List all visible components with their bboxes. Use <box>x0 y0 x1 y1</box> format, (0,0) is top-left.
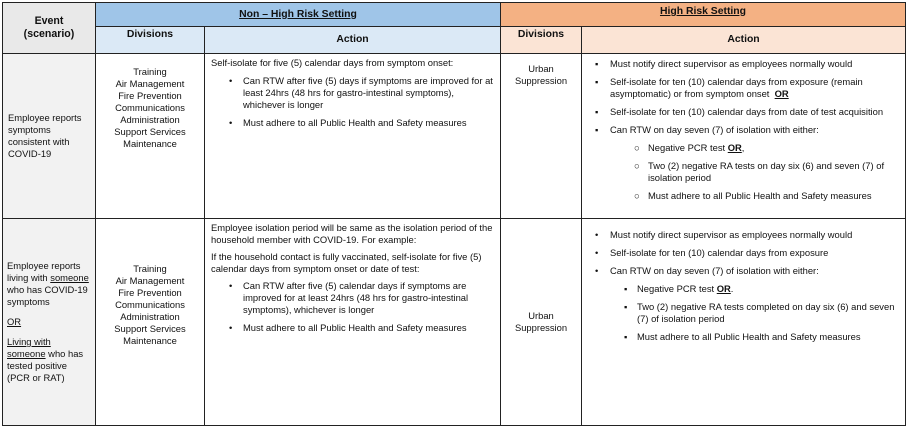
division-item: Air Management <box>115 78 185 90</box>
division-item: Support Services <box>114 323 186 335</box>
suppression-label: Suppression <box>514 322 568 333</box>
non-high-divisions-header: Divisions <box>96 27 205 54</box>
high-sub-item: ▪ Must adhere to all Public Health and Safety measures <box>624 331 861 343</box>
high-divisions-row2 <box>501 219 582 426</box>
high-action-item: • Must notify direct supervisor as employees normally would <box>595 229 853 240</box>
high-action-item: ▪ Must notify direct supervisor as employees normally would <box>595 58 853 69</box>
high-action-item: • Self-isolate for ten (10) calendar days from exposure <box>595 247 829 259</box>
high-divisions-header: Divisions <box>501 27 582 54</box>
high-action-item: ▪ Self-isolate for ten (10) calendar days from date of test acquisition <box>595 106 884 118</box>
bullet-square-icon: ▪ <box>624 331 628 343</box>
bullet-square-icon: ▪ <box>624 283 628 295</box>
non-high-action-header: Action <box>205 27 501 54</box>
bullet-dot-icon: • <box>229 117 233 129</box>
division-item: Communications <box>115 102 185 114</box>
event-symptoms <box>3 54 96 219</box>
bullet-circle-icon: ○ <box>634 160 640 172</box>
high-action-item: ▪ Self-isolate for ten (10) calendar days from exposure (remain asymptomatic) or from symptom onset OR <box>595 76 863 100</box>
division-item: Administration <box>120 114 180 126</box>
bullet-dot-icon: • <box>595 247 599 259</box>
high-action-item: ▪ Can RTW on day seven (7) of isolation with either: ○ Negative PCR test OR, ○ Two (2) negative RA tests on day six (6) and seven (7) of isolation period ○ Must adhere to all Public Health and Safety measures <box>590 124 899 202</box>
action-bullet: • Can RTW after five (5) calendar days if symptoms are improved for at least 24hrs (48 hrs for gastro-intestinal symptoms), whichever is longer <box>229 280 469 316</box>
high-sub-item: ▪ Negative PCR test OR. <box>624 283 734 295</box>
action-bullet: • Must adhere to all Public Health and Safety measures <box>229 322 467 334</box>
event-symptoms-text: Employee reports symptoms consistent with COVID-19 <box>8 111 82 160</box>
event-positive-text: Living with someone who has tested positive (PCR or RAT) <box>7 336 84 384</box>
bullet-dot-icon: • <box>229 75 233 87</box>
non-high-action-row1 <box>205 54 501 219</box>
bullet-dot-icon: ▪ <box>595 106 599 118</box>
urban-label: Urban <box>528 309 554 321</box>
event-header-title: Event <box>34 15 64 27</box>
high-action-item: • Can RTW on day seven (7) of isolation with either: ▪ Negative PCR test OR. ▪ Two (2) negative RA tests completed on day six (6) and seven (7) of isolation period ▪ Must adhere to all Public Health and Safety measures <box>590 265 899 343</box>
non-high-risk-header: Non – High Risk Setting <box>96 3 501 27</box>
bullet-dot-icon: • <box>229 322 233 334</box>
action-intro: Self-isolate for five (5) calendar days from symptom onset: <box>211 57 454 68</box>
action-bullet: • Can RTW after five (5) days if symptoms are improved for at least 24hrs (48 hrs for gastro-intestinal symptoms), whichever is longer <box>229 75 493 111</box>
bullet-circle-icon: ○ <box>634 190 640 202</box>
division-item: Maintenance <box>123 138 177 150</box>
action-paragraph: If the household contact is fully vaccinated, self-isolate for five (5) calendar days from symptom onset or date of test: <box>211 251 482 275</box>
covid-isolation-table <box>2 2 906 426</box>
or-label: OR <box>774 88 789 100</box>
high-sub-item: ○ Must adhere to all Public Health and Safety measures <box>634 190 872 202</box>
division-item: Training <box>133 66 167 77</box>
event-header <box>3 3 96 54</box>
event-household <box>3 219 96 426</box>
event-household-text: Employee reports living with someone who has COVID-19 symptoms <box>7 259 89 307</box>
suppression-label: Suppression <box>514 75 568 87</box>
high-risk-header: High Risk Setting <box>501 3 906 27</box>
division-item: Fire Prevention <box>118 287 182 299</box>
action-bullet: • Must adhere to all Public Health and Safety measures <box>229 117 467 129</box>
division-item: Maintenance <box>123 335 177 347</box>
bullet-circle-icon: ○ <box>634 142 640 154</box>
bullet-dot-icon: ▪ <box>595 124 599 136</box>
high-action-row2 <box>582 219 906 426</box>
action-paragraph: Employee isolation period will be same as the isolation period of the household member with COVID-19. For example: <box>211 222 493 246</box>
division-item: Fire Prevention <box>118 90 182 102</box>
urban-label: Urban <box>528 63 554 74</box>
high-sub-item: ○ Negative PCR test OR, <box>634 142 745 154</box>
non-high-action-row2 <box>205 219 501 426</box>
non-high-divisions-row1 <box>96 54 205 219</box>
bullet-dot-icon: ▪ <box>595 76 599 88</box>
high-sub-item: ▪ Two (2) negative RA tests completed on day six (6) and seven (7) of isolation period <box>624 301 895 325</box>
event-or-label: OR <box>7 315 22 327</box>
division-item: Administration <box>120 311 180 323</box>
division-item: Communications <box>115 299 185 311</box>
high-action-header: Action <box>582 27 906 54</box>
bullet-dot-icon: • <box>595 265 599 277</box>
division-item: Training <box>133 263 167 274</box>
high-action-row1 <box>582 54 906 219</box>
division-item: Air Management <box>115 275 185 287</box>
high-divisions-row1 <box>501 54 582 219</box>
high-sub-item: ○ Two (2) negative RA tests on day six (6) and seven (7) of isolation period <box>634 160 885 184</box>
bullet-dot-icon: • <box>229 280 233 292</box>
bullet-dot-icon: • <box>595 229 599 240</box>
non-high-divisions-row2 <box>96 219 205 426</box>
division-item: Support Services <box>114 126 186 138</box>
event-header-subtitle: (scenario) <box>23 27 75 40</box>
bullet-dot-icon: ▪ <box>595 58 599 69</box>
bullet-square-icon: ▪ <box>624 301 628 313</box>
